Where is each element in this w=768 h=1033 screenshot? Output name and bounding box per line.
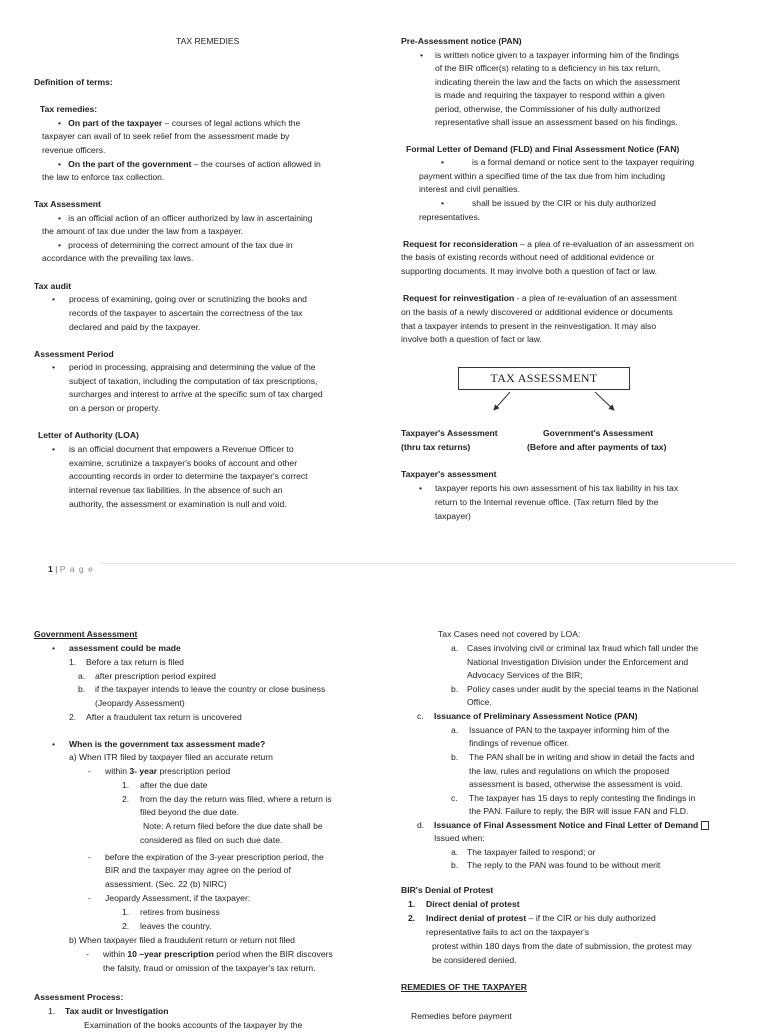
within-rest: prescription period bbox=[157, 766, 231, 776]
remedies-heading: REMEDIES OF THE TAXPAYER bbox=[401, 982, 527, 992]
when-heading: When is the government tax assessment made? bbox=[69, 739, 266, 749]
a-text: after prescription period expired bbox=[95, 671, 216, 681]
fld-bullet-2: • bbox=[441, 198, 445, 208]
tr2-rest: – the courses of action allowed in bbox=[191, 159, 321, 169]
rr-bold: Request for reconsideration bbox=[403, 239, 518, 249]
ap-line-1: period in processing, appraising and determining the value of the bbox=[69, 362, 316, 372]
tcb-num: b. bbox=[451, 684, 459, 694]
ca-line-1: Issuance of PAN to the taxpayer informing him of the bbox=[469, 725, 670, 735]
audit-line-3: declared and paid by the taxpayer. bbox=[69, 322, 201, 332]
gov-assessment-heading: Government Assessment bbox=[34, 629, 138, 639]
bef-line-2: BIR and the taxpayer may agree on the period of bbox=[105, 865, 291, 875]
doc-title: TAX REMEDIES bbox=[176, 36, 240, 46]
ten-line-2: the falsity, fraud or omission of the taxpayer's tax return. bbox=[103, 963, 316, 973]
rr-rest: – a plea of re-evaluation of an assessment on bbox=[517, 239, 694, 249]
footer-rule bbox=[100, 563, 736, 564]
taxpayer-assessment-label: Taxpayer's Assessment bbox=[401, 428, 498, 438]
bir1-num: 1. bbox=[408, 899, 416, 909]
d-num: d. bbox=[417, 820, 425, 830]
cb-num: b. bbox=[451, 752, 459, 762]
fld1-line-1: is a formal demand or notice sent to the taxpayer requiring bbox=[472, 157, 695, 167]
arrow-right bbox=[595, 392, 614, 410]
a-label: a. bbox=[78, 671, 86, 681]
p1-sub: Examination of the books accounts of the taxpayer by the bbox=[84, 1020, 303, 1030]
fld-heading-rest: Final Assessment Notice (FAN) bbox=[552, 144, 680, 154]
loa-line-4: internal revenue tax liabilities. In the absence of such an bbox=[69, 485, 283, 495]
tax-remedies-item-2: • On the part of the government – the courses of action allowed in bbox=[58, 159, 321, 169]
d-heading bbox=[434, 819, 709, 833]
ri-line-4: involve both a question of fact or law. bbox=[401, 334, 542, 344]
tpa2-line-3: taxpayer) bbox=[435, 511, 471, 521]
audit-bullet: • bbox=[52, 294, 56, 304]
pan-line-1: is written notice given to a taxpayer informing him of the findings bbox=[435, 50, 680, 60]
tax-assessment-heading: Tax Assessment bbox=[34, 199, 101, 209]
dash-2: - bbox=[88, 852, 91, 862]
rr-line-2: the basis of existing records without need of additional evidence or bbox=[401, 252, 655, 262]
tca-line-2: National Investigation Division under the Enforcement and bbox=[467, 657, 689, 667]
ta-item-2: • process of determining the correct amount of the tax due in bbox=[58, 240, 293, 250]
cb-line-3: assessment is based, otherwise the assessment is void. bbox=[469, 779, 683, 789]
n1-num: 1. bbox=[69, 657, 77, 667]
ri-line-3: that a taxpayer intends to present in the reinvestigation. It may also bbox=[401, 321, 657, 331]
tax-remedies-item-1: • On part of the taxpayer – courses of legal actions which the bbox=[58, 118, 301, 128]
n1-text: Before a tax return is filed bbox=[86, 657, 184, 667]
ta1-line-2: the amount of tax due under the law from a taxpayer. bbox=[42, 226, 244, 236]
tr1-rest: – courses of legal actions which the bbox=[162, 118, 301, 128]
c-heading: Issuance of Preliminary Assessment Notice (PAN) bbox=[434, 711, 638, 721]
n2-num: 2. bbox=[69, 712, 77, 722]
reinvestigation-para bbox=[403, 292, 677, 306]
ta-item-1: • is an official action of an officer authorized by law in ascertaining bbox=[58, 213, 313, 223]
pan-heading: Pre-Assessment notice (PAN) bbox=[401, 36, 522, 46]
d-issued: Issued when: bbox=[434, 833, 485, 843]
taxpayers-assessment-heading: Taxpayer's assessment bbox=[401, 469, 497, 479]
tax-audit-heading: Tax audit bbox=[34, 281, 72, 291]
w1-num: 1. bbox=[122, 780, 130, 790]
could-be-bullet: • bbox=[52, 643, 56, 653]
tr1-line-2: taxpayer can avail of to seek relief from the assessment made by bbox=[42, 131, 290, 141]
cb-line-1: The PAN shall be in writing and show in detail the facts and bbox=[469, 752, 695, 762]
ri-bold: Request for reinvestigation bbox=[403, 293, 515, 303]
ca-line-2: findings of revenue officer. bbox=[469, 738, 570, 748]
reconsideration-para bbox=[403, 238, 694, 252]
ten-rest: period when the BIR discovers bbox=[213, 949, 333, 959]
pan-line-4: is made and requiring the taxpayer to respond within a given bbox=[435, 90, 665, 100]
fld2-line-1: shall be issued by the CIR or his duly authorized bbox=[472, 198, 656, 208]
db-num: b. bbox=[451, 860, 459, 870]
when-bullet: • bbox=[52, 739, 56, 749]
tpa2-bullet: • bbox=[419, 483, 423, 493]
loa-line-2: examine, scrutinize a taxpayer's books of account and other bbox=[69, 458, 298, 468]
j1-text: retires from business bbox=[140, 907, 220, 917]
bef-line-3: assessment. (Sec. 22 (b) NIRC) bbox=[105, 879, 227, 889]
ten-year bbox=[103, 948, 333, 962]
bir2-line-3: protest within 180 days from the date of submission, the protest may bbox=[432, 941, 692, 951]
assessment-period-heading: Assessment Period bbox=[34, 349, 114, 359]
when-a: a) When ITR filed by taxpayer filed an accurate return bbox=[69, 752, 273, 762]
w1-text: after the due date bbox=[140, 780, 208, 790]
cb-line-2: the law, rules and regulations on which the proposed bbox=[469, 766, 670, 776]
tca-line-1: Cases involving civil or criminal tax fraud which fall under the bbox=[467, 643, 699, 653]
bir2-line-4: be considered denied. bbox=[432, 955, 517, 965]
diagram-arrows bbox=[480, 388, 640, 418]
bir1-text: Direct denial of protest bbox=[426, 899, 520, 909]
ca-num: a. bbox=[451, 725, 459, 735]
audit-line-2: records of the taxpayer to ascertain the correctness of the tax bbox=[69, 308, 303, 318]
taxpayer-assessment-sub: (thru tax returns) bbox=[401, 442, 471, 452]
fld1-line-3: interest and civil penalties. bbox=[419, 184, 520, 194]
tpa2-line-2: return to the Internal revenue office. (Tax return filed by the bbox=[435, 497, 659, 507]
jeopardy: Jeopardy Assessment, if the taxpayer: bbox=[105, 893, 251, 903]
tr1-line-3: revenue officers. bbox=[42, 145, 106, 155]
d-heading-text: Issuance of Final Assessment Notice and Final Letter of Demand bbox=[434, 820, 699, 830]
note-line-1: Note: A return filed before the due date shall be bbox=[143, 821, 323, 831]
pan-bullet: • bbox=[420, 50, 424, 60]
b-line-1: if the taxpayer intends to leave the country or close business bbox=[95, 684, 326, 694]
da-text: The taxpayer failed to respond; or bbox=[467, 847, 596, 857]
tr2-line-2: the law to enforce tax collection. bbox=[42, 172, 165, 182]
note-line-2: considered as filed on such due date. bbox=[140, 835, 283, 845]
dash-3: - bbox=[88, 893, 91, 903]
n2-text: After a fraudulent tax return is uncovered bbox=[86, 712, 242, 722]
j2-num: 2. bbox=[122, 921, 130, 931]
definition-heading: Definition of terms: bbox=[34, 77, 113, 87]
within-bold: 3- year bbox=[129, 766, 158, 776]
within-3-year bbox=[105, 765, 230, 779]
ta2-line-2: accordance with the prevailing tax laws. bbox=[42, 253, 194, 263]
when-b: b) When taxpayer filed a fraudulent return or return not filed bbox=[69, 935, 295, 945]
process-heading: Assessment Process: bbox=[34, 992, 124, 1002]
c-num: c. bbox=[417, 711, 424, 721]
p1-num: 1. bbox=[48, 1006, 56, 1016]
tcb-line-2: Office. bbox=[467, 697, 492, 707]
page-number: 1 bbox=[48, 564, 53, 574]
w2-num: 2. bbox=[122, 794, 130, 804]
p1-text: Tax audit or Investigation bbox=[65, 1006, 169, 1016]
loa-line-1: is an official document that empowers a Revenue Officer to bbox=[69, 444, 294, 454]
ap-line-2: subject of taxation, including the computation of tax prescriptions, bbox=[69, 376, 318, 386]
j1-num: 1. bbox=[122, 907, 130, 917]
bir2-rest: – if the CIR or his duly authorized bbox=[526, 913, 656, 923]
loa-heading: Letter of Authority (LOA) bbox=[38, 430, 139, 440]
da-num: a. bbox=[451, 847, 459, 857]
ten-bold: 10 –year prescription bbox=[127, 949, 214, 959]
bir2-bold: Indirect denial of protest bbox=[426, 913, 527, 923]
loa-line-3: accounting records in order to determine the taxpayer's correct bbox=[69, 471, 308, 481]
cc-line-1: The taxpayer has 15 days to reply contesting the findings in bbox=[469, 793, 696, 803]
w2-line-2: filed beyond the due date. bbox=[140, 807, 239, 817]
tca-num: a. bbox=[451, 643, 459, 653]
fld2-line-2: representatives. bbox=[419, 212, 481, 222]
tpa2-line-1: taxpayer reports his own assessment of his tax liability in his tax bbox=[435, 483, 679, 493]
bir-heading: BIR's Denial of Protest bbox=[401, 885, 494, 895]
fld-heading-bold: Formal Letter of Demand (FLD) and bbox=[406, 144, 553, 154]
fld1-line-2: payment within a specified time of the tax due from him including bbox=[419, 171, 666, 181]
glyph-box-icon bbox=[701, 821, 709, 830]
loa-line-5: authority, the assessment or examination is null and void. bbox=[69, 499, 287, 509]
page-sep: | bbox=[52, 564, 60, 574]
ten-pre: within bbox=[103, 949, 128, 959]
db-text: The reply to the PAN was found to be without merit bbox=[467, 860, 661, 870]
page-word: P a g e bbox=[59, 564, 94, 574]
pan-line-6: representative shall issue an assessment based on his findings. bbox=[435, 117, 678, 127]
fld-bullet-1: • bbox=[441, 157, 445, 167]
audit-line-1: process of examining, going over or scrutinizing the books and bbox=[69, 294, 307, 304]
rr-line-3: supporting documents. It may involve both a question of fact or law. bbox=[401, 266, 658, 276]
ap-line-4: on a person or property. bbox=[69, 403, 161, 413]
w2-line-1: from the day the return was filed, where a return is bbox=[140, 794, 332, 804]
bir2-num: 2. bbox=[408, 913, 416, 923]
fld-heading bbox=[406, 143, 679, 157]
bef-line-1: before the expiration of the 3-year prescription period, the bbox=[105, 852, 324, 862]
dash-1: - bbox=[88, 766, 91, 776]
within-pre: within bbox=[105, 766, 130, 776]
pan-line-5: period, otherwise, the Commissioner of his dully authorized bbox=[435, 104, 660, 114]
ta1-line-1: is an official action of an officer authorized by law in ascertaining bbox=[68, 213, 313, 223]
tcb-line-1: Policy cases under audit by the special teams in the National bbox=[467, 684, 699, 694]
pan-line-2: of the BIR officer(s) relating to a deficiency in his tax return, bbox=[435, 63, 661, 73]
loa-bullet: • bbox=[52, 444, 56, 454]
ap-bullet: • bbox=[52, 362, 56, 372]
dash-4: - bbox=[86, 949, 89, 959]
b-label: b. bbox=[78, 684, 86, 694]
ri-line-2: on the basis of a newly discovered or additional evidence or documents bbox=[401, 307, 673, 317]
tax-remedies-heading: Tax remedies: bbox=[40, 104, 98, 114]
gov-assessment-label: Government's Assessment bbox=[543, 428, 654, 438]
remedies-before: Remedies before payment bbox=[411, 1011, 512, 1021]
j2-text: leaves the country. bbox=[140, 921, 212, 931]
arrow-left bbox=[494, 392, 510, 410]
bir2-line-1 bbox=[426, 912, 656, 926]
pan-line-3: indicating therein the law and the facts on which the assessment bbox=[435, 77, 681, 87]
tax-cases-heading: Tax Cases need not covered by LOA: bbox=[438, 629, 581, 639]
ta2-line-1: process of determining the correct amount of the tax due in bbox=[68, 240, 293, 250]
tca-line-3: Advocacy Services of the BIR; bbox=[467, 670, 583, 680]
bir2-line-2: representative fails to act on the taxpayer's bbox=[426, 927, 590, 937]
tr2-bold: On the part of the government bbox=[68, 159, 192, 169]
ap-line-3: surcharges and interest to arrive at the specific sum of tax charged bbox=[69, 389, 323, 399]
b-line-2: (Jeopardy Assessment) bbox=[95, 698, 185, 708]
tax-assessment-box: TAX ASSESSMENT bbox=[458, 367, 630, 390]
ri-rest: - a plea of re-evaluation of an assessment bbox=[514, 293, 677, 303]
cc-line-2: the PAN. Failure to reply, the BIR will issue FAN and FLD. bbox=[469, 806, 689, 816]
tr1-bold: On part of the taxpayer bbox=[68, 118, 163, 128]
page-footer bbox=[48, 563, 94, 577]
gov-assessment-sub: (Before and after payments of tax) bbox=[527, 442, 667, 452]
could-be-made: assessment could be made bbox=[69, 643, 181, 653]
cc-num: c. bbox=[451, 793, 458, 803]
